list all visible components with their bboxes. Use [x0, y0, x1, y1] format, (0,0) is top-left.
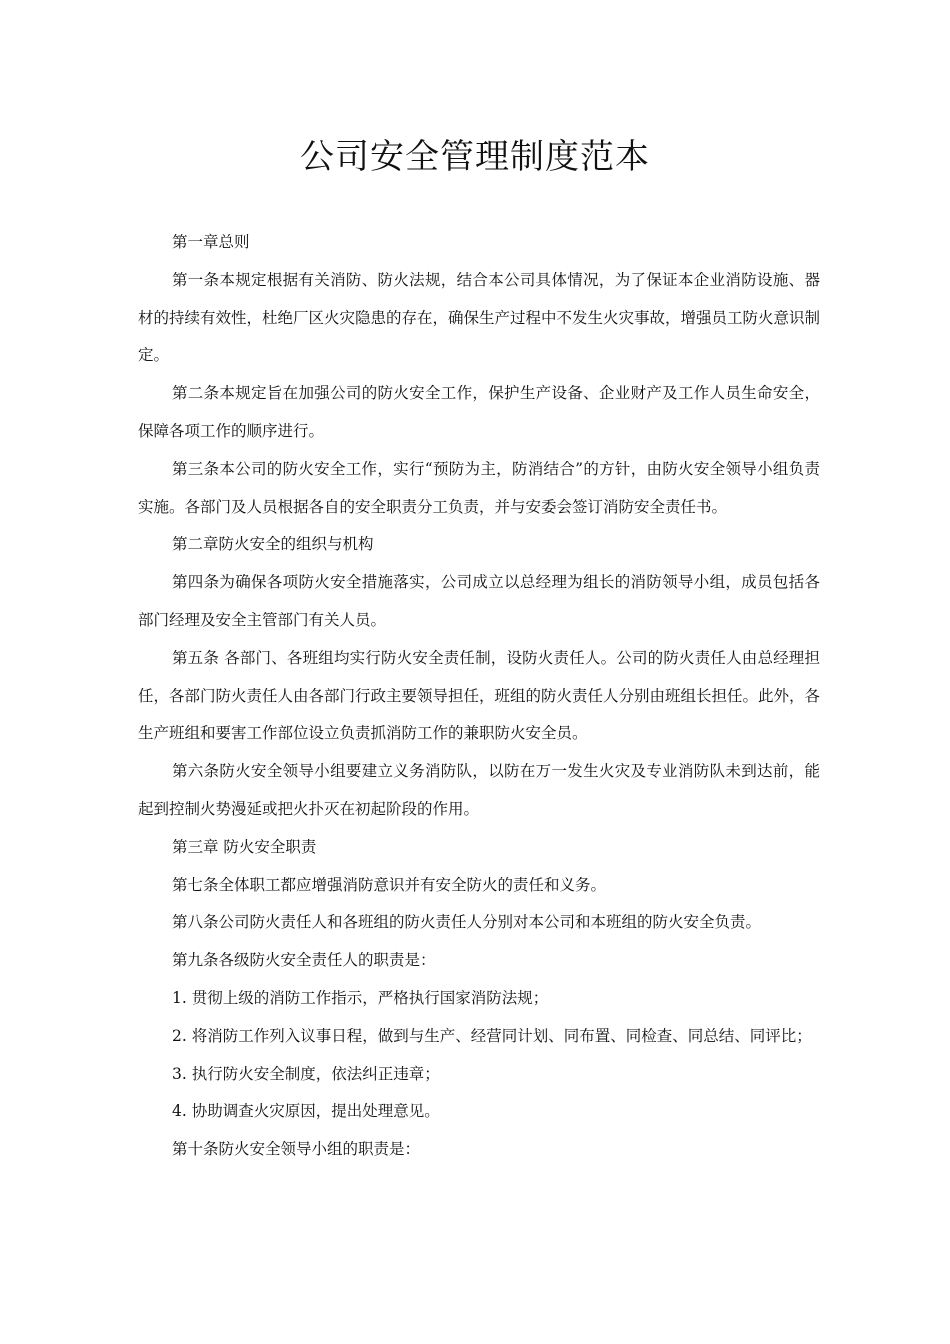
list-item-2: 2. 将消防工作列入议事日程，做到与生产、经营同计划、同布置、同检查、同总结、同评比；: [172, 1026, 812, 1045]
article-1: 第一条本规定根据有关消防、防火法规，结合本公司具体情况，为了保证本企业消防设施、器材的持续有效性，杜绝厂区火灾隐患的存在，确保生产过程中不发生火灾事故，增强员工防火意识制定。: [138, 270, 821, 365]
article-9: 第九条各级防火安全责任人的职责是：: [172, 951, 436, 970]
document-title: 公司安全管理制度范本: [300, 137, 650, 177]
list-item-3: 3. 执行防火安全制度，依法纠正违章；: [172, 1064, 440, 1083]
list-item-4: 4. 协助调查火灾原因，提出处理意见。: [172, 1102, 440, 1121]
chapter-2-heading: 第二章防火安全的组织与机构: [172, 535, 374, 554]
chapter-1-heading: 第一章总则: [172, 233, 250, 251]
article-7: 第七条全体职工都应增强消防意识并有安全防火的责任和义务。: [172, 875, 607, 894]
article-2: 第二条本规定旨在加强公司的防火安全工作，保护生产设备、企业财产及工作人员生命安全，保障各项工作的顺序进行。: [138, 384, 820, 440]
document-body: [138, 224, 820, 1169]
article-10: 第十条防火安全领导小组的职责是：: [172, 1140, 421, 1159]
article-8: 第八条公司防火责任人和各班组的防火责任人分别对本公司和本班组的防火安全负责。: [172, 913, 762, 932]
chapter-3-heading: 第三章 防火安全职责: [172, 837, 317, 856]
article-4: 第四条为确保各项防火安全措施落实，公司成立以总经理为组长的消防领导小组，成员包括各部门经理及安全主管部门有关人员。: [138, 573, 820, 629]
list-item-1: 1. 贯彻上级的消防工作指示，严格执行国家消防法规；: [172, 988, 549, 1007]
article-5: 第五条 各部门、各班组均实行防火安全责任制，设防火责任人。公司的防火责任人由总经理担任，各部门防火责任人由各部门行政主要领导担任，班组的防火责任人分别由班组长担任。此外，各生产班组和要害工作部位设立负责抓消防工作的兼职防火安全员。: [138, 648, 821, 743]
article-3: 第三条本公司的防火安全工作，实行“预防为主，防消结合”的方针，由防火安全领导小组负责实施。各部门及人员根据各自的安全职责分工负责，并与安委会签订消防安全责任书。: [138, 459, 820, 516]
article-6: 第六条防火安全领导小组要建立义务消防队，以防在万一发生火灾及专业消防队未到达前，能起到控制火势漫延或把火扑灭在初起阶段的作用。: [138, 762, 820, 818]
